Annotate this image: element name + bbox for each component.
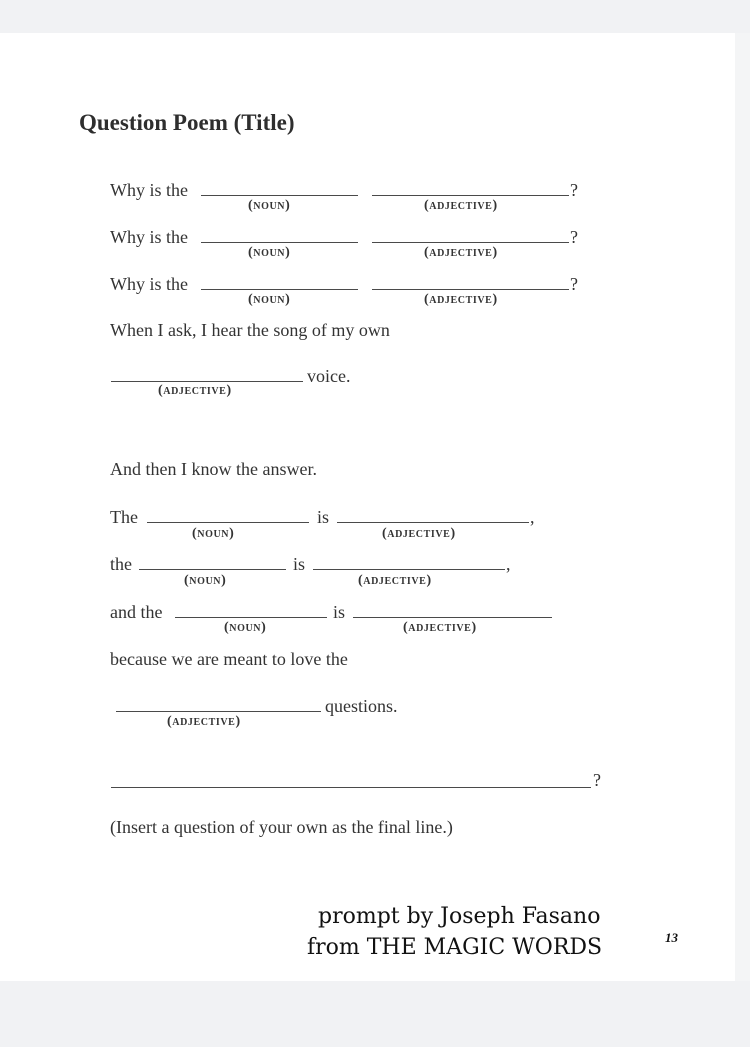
why-line-1-adjective-label: (adjective) [424,198,498,213]
credit-line-1: prompt by Joseph Fasano [318,904,601,929]
why-line-2-prefix: Why is the [110,227,188,247]
why-line-1-question-mark: ? [570,180,578,200]
why-line-3-noun-blank[interactable] [201,289,358,290]
why-line-3-prefix: Why is the [110,274,188,294]
answer-intro-line: And then I know the answer. [110,459,317,479]
why-line-1-noun-blank[interactable] [201,195,358,196]
why-line-1-adjective-blank[interactable] [372,195,569,196]
answer-line-3-adjective-label: (adjective) [403,620,477,635]
why-line-2-noun-blank[interactable] [201,242,358,243]
why-line-2-noun-label: (noun) [248,245,291,260]
answer-line-1-the: The [110,507,138,527]
poem-title: Question Poem (Title) [79,110,295,135]
answer-line-1-noun-label: (noun) [192,526,235,541]
why-line-2-adjective-blank[interactable] [372,242,569,243]
answer-line-1-noun-blank[interactable] [147,522,309,523]
why-line-3-question-mark: ? [570,274,578,294]
why-line-2-adjective-label: (adjective) [424,245,498,260]
answer-line-2-is: is [293,554,306,574]
page-edge-shadow [735,33,750,981]
because-line: because we are meant to love the [110,649,348,669]
page-number: 13 [665,930,678,945]
why-line-2-question-mark: ? [570,227,578,247]
why-line-1-prefix: Why is the [110,180,188,200]
instruction-text: (Insert a question of your own as the final line.) [110,817,453,837]
questions-adjective-label: (adjective) [167,714,241,729]
answer-line-2-noun-blank[interactable] [139,569,286,570]
why-line-3-adjective-label: (adjective) [424,292,498,307]
answer-line-3-noun-blank[interactable] [175,617,327,618]
why-line-3-noun-label: (noun) [248,292,291,307]
answer-line-2-noun-label: (noun) [184,573,227,588]
voice-intro-line: When I ask, I hear the song of my own [110,320,390,340]
credit-line-2: from THE MAGIC WORDS [307,935,603,960]
answer-line-1-adjective-label: (adjective) [382,526,456,541]
final-question-mark: ? [593,770,601,790]
voice-adjective-blank[interactable] [111,381,303,382]
answer-line-3-noun-label: (noun) [224,620,267,635]
answer-line-2-adjective-label: (adjective) [358,573,432,588]
voice-adjective-label: (adjective) [158,383,232,398]
answer-line-2-comma: , [506,554,511,574]
final-question-blank[interactable] [111,787,591,788]
answer-line-3-is: is [333,602,346,622]
questions-adjective-blank[interactable] [116,711,321,712]
answer-line-3-and-the: and the [110,602,163,622]
questions-suffix: questions. [325,696,398,716]
answer-line-1-adjective-blank[interactable] [337,522,529,523]
why-line-3-adjective-blank[interactable] [372,289,569,290]
answer-line-1-is: is [317,507,330,527]
why-line-1-noun-label: (noun) [248,198,291,213]
answer-line-1-comma: , [530,507,535,527]
answer-line-2-the: the [110,554,132,574]
answer-line-2-adjective-blank[interactable] [313,569,505,570]
voice-suffix: voice. [307,366,351,386]
answer-line-3-adjective-blank[interactable] [353,617,552,618]
